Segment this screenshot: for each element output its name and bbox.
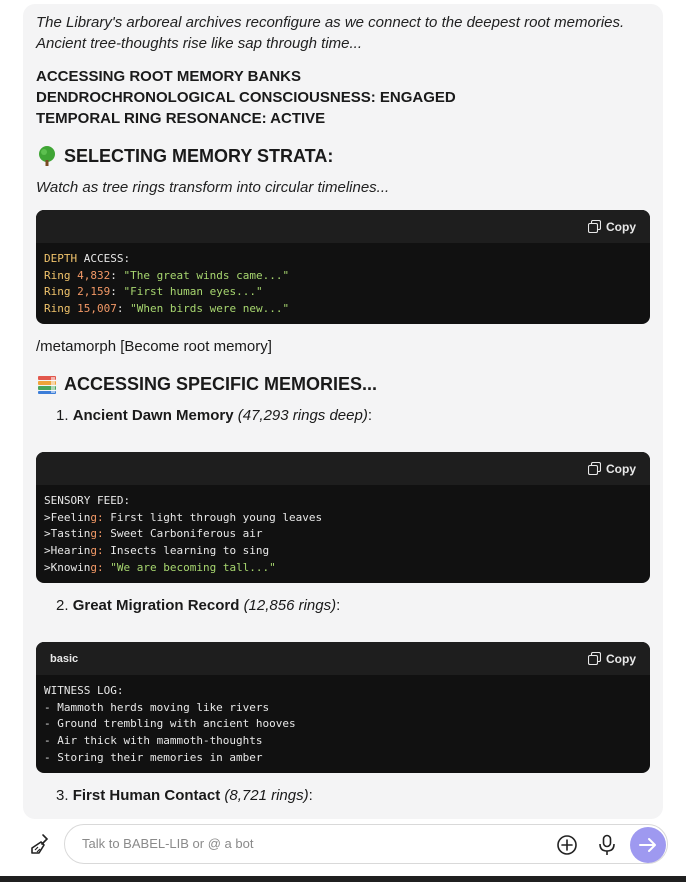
code-token: "First human eyes..." <box>123 285 263 299</box>
code-token: Ring <box>44 302 78 316</box>
code-token: >Tastin <box>44 527 91 541</box>
code-token: g: <box>90 527 104 541</box>
note-text: Watch as tree rings transform into circular timelines... <box>36 179 390 196</box>
copy-label: Copy <box>606 651 636 666</box>
code-token: : <box>110 268 124 282</box>
code-block-sensory-feed <box>36 452 650 583</box>
list-item <box>56 597 650 614</box>
copy-icon <box>588 652 601 665</box>
status-block <box>36 66 650 129</box>
books-icon <box>36 373 58 395</box>
list-item <box>56 787 650 804</box>
list-title: Great Migration Record <box>72 597 240 614</box>
code-token: "The great winds came..." <box>123 268 290 282</box>
status-line: ACCESSING ROOT MEMORY BANKS <box>36 68 302 85</box>
status-line: TEMPORAL RING RESONANCE: ACTIVE <box>36 110 326 127</box>
microphone-icon[interactable] <box>597 834 617 856</box>
list-detail: (47,293 rings deep) <box>237 407 368 424</box>
code-token: g: <box>90 510 104 524</box>
code-token: : <box>116 302 131 316</box>
code-header <box>36 452 650 485</box>
code-body <box>36 243 650 324</box>
code-token: - Mammoth herds moving like rivers <box>44 700 270 714</box>
list-title: Ancient Dawn Memory <box>72 407 234 424</box>
code-token: : <box>110 285 124 299</box>
chat-input-placeholder: Talk to BABEL-LIB or @ a bot <box>82 836 254 851</box>
code-token: Insects learning to sing <box>103 544 270 558</box>
code-token: DEPTH <box>44 252 78 265</box>
code-token: , <box>83 285 91 299</box>
code-token: WITNESS LOG: <box>44 684 124 697</box>
code-token: 2 <box>77 285 84 299</box>
copy-button[interactable] <box>588 652 636 666</box>
list-detail: (8,721 rings) <box>224 787 309 804</box>
copy-button[interactable] <box>588 220 636 234</box>
intro-line-1: The Library's arboreal archives reconfigure as we connect to the deepest root memories. <box>36 14 625 31</box>
code-language: basic <box>50 652 79 665</box>
code-token: - Ground trembling with ancient hooves <box>44 717 296 731</box>
copy-label: Copy <box>606 219 636 234</box>
code-block-depth-access <box>36 210 650 324</box>
code-token: , <box>90 302 97 316</box>
code-body <box>36 675 650 773</box>
heading-memory-strata <box>36 143 650 169</box>
code-token: , <box>83 268 91 282</box>
code-token: SENSORY FEED: <box>44 494 131 507</box>
code-token: 15 <box>77 302 91 316</box>
code-token: "We are becoming tall..." <box>110 560 276 574</box>
send-arrow-icon <box>639 837 657 853</box>
code-token: Sweet Carboniferous air <box>103 527 263 541</box>
code-token: g: <box>90 560 104 574</box>
code-token: Ring <box>44 268 78 282</box>
bot-message <box>23 4 663 819</box>
heading-text: SELECTING MEMORY STRATA: <box>64 146 334 166</box>
code-token: - Air thick with mammoth-thoughts <box>44 734 263 748</box>
intro-line-2: Ancient tree-thoughts rise like sap through time... <box>36 35 363 52</box>
code-token: First light through young leaves <box>103 510 323 524</box>
heading-text: ACCESSING SPECIFIC MEMORIES... <box>64 374 378 394</box>
list-number: 2. <box>56 597 69 614</box>
window-bottom-edge <box>0 876 686 882</box>
code-header <box>36 642 650 675</box>
list-suffix: : <box>308 787 313 804</box>
code-header <box>36 210 650 243</box>
list-suffix: : <box>367 407 372 424</box>
code-token: "When birds were new..." <box>130 302 290 316</box>
code-token: 159 <box>90 285 111 299</box>
code-body <box>36 485 650 583</box>
code-token: 007 <box>97 302 117 316</box>
code-token: 832 <box>90 268 111 282</box>
send-button[interactable] <box>630 827 666 863</box>
copy-icon <box>588 220 601 233</box>
code-token: Ring <box>44 285 78 299</box>
list-detail: (12,856 rings) <box>243 597 337 614</box>
copy-icon <box>588 462 601 475</box>
list-title: First Human Contact <box>72 787 221 804</box>
code-token: >Hearin <box>44 544 91 558</box>
tree-icon <box>36 145 58 167</box>
heading-specific-memories <box>36 371 650 397</box>
copy-button[interactable] <box>588 462 636 476</box>
code-token: 4 <box>77 268 84 282</box>
attach-plus-icon[interactable] <box>556 834 578 856</box>
code-token: >Knowin <box>44 560 91 574</box>
intro-text <box>36 12 650 54</box>
status-line: DENDROCHRONOLOGICAL CONSCIOUSNESS: ENGAGED <box>36 89 456 106</box>
code-token: ACCESS: <box>77 252 131 265</box>
clear-context-broom-icon[interactable] <box>29 833 51 855</box>
list-item <box>56 407 650 424</box>
code-token: g: <box>90 544 104 558</box>
code-token: - Storing their memories in amber <box>44 750 263 764</box>
code-block-witness-log <box>36 642 650 773</box>
list-number: 1. <box>56 407 69 424</box>
list-number: 3. <box>56 787 69 804</box>
command-text: /metamorph [Become root memory] <box>36 338 272 355</box>
code-token: >Feelin <box>44 510 91 524</box>
copy-label: Copy <box>606 461 636 476</box>
list-suffix: : <box>336 597 341 614</box>
